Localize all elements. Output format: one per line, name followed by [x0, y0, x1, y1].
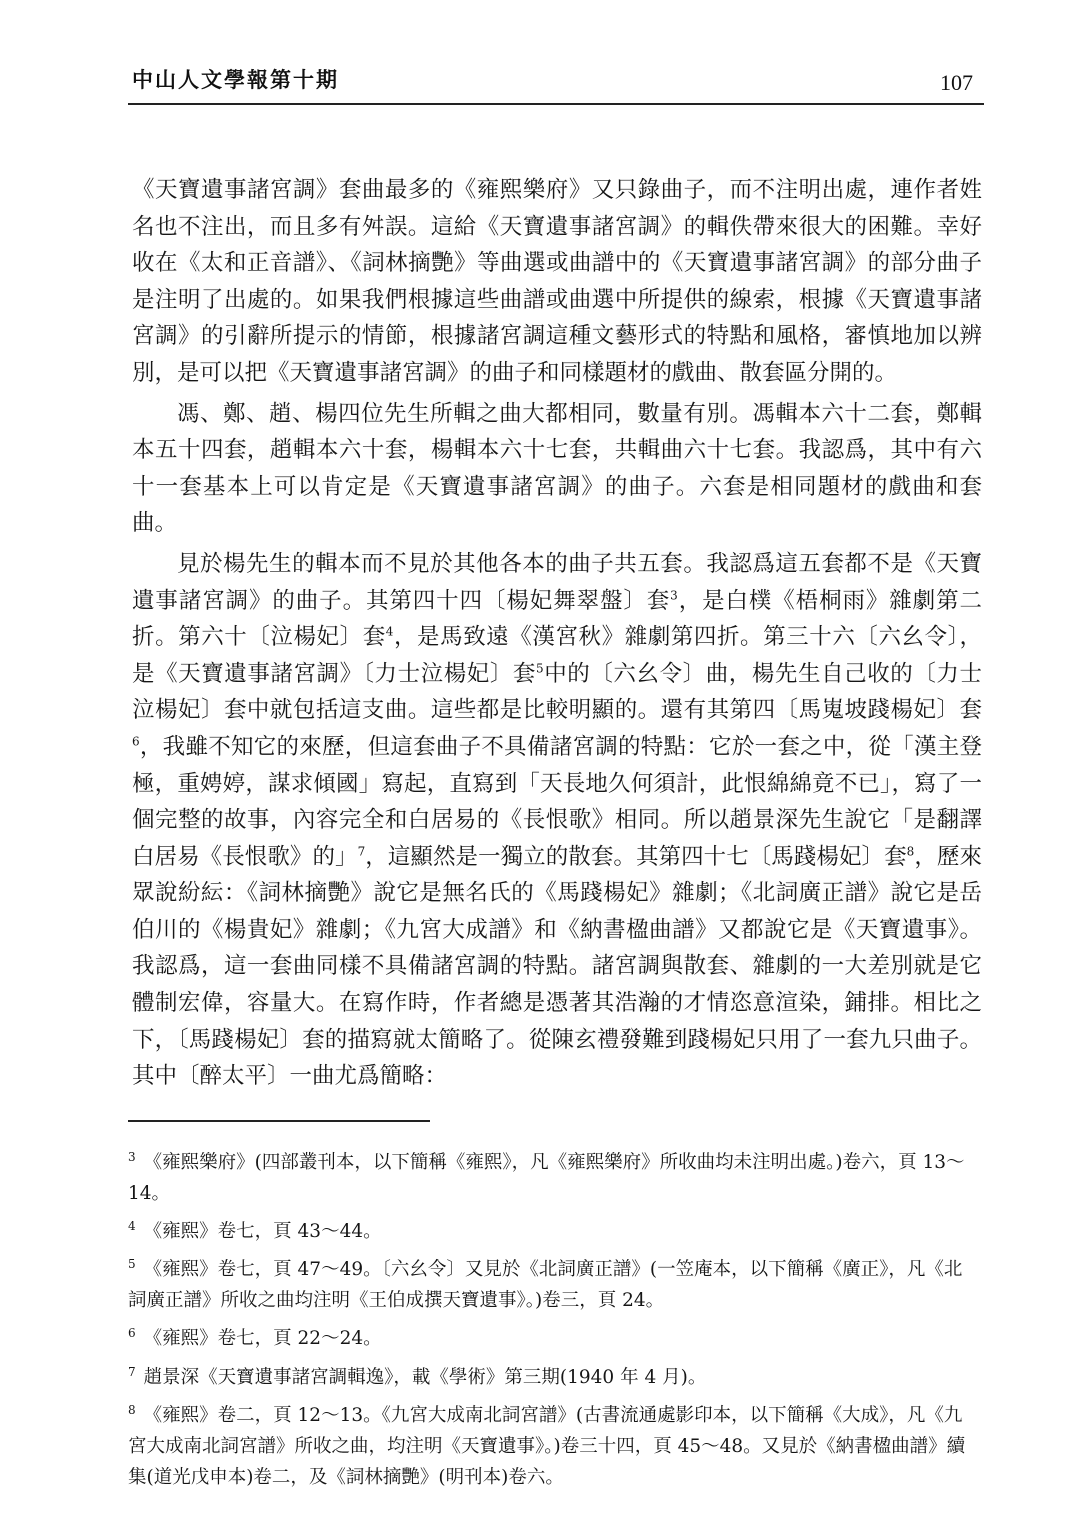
footnote-8	[128, 1395, 980, 1493]
footnote-ref-3: 3	[670, 588, 678, 603]
footnote-mark: 7	[128, 1364, 136, 1379]
footnote-mark: 3	[128, 1150, 136, 1164]
paragraph-3-text: 見於楊先生的輯本而不見於其他各本的曲子共五套。我認爲這五套都不是《天寶遺事諸宮調》的曲子。其第四十四〔楊妃舞翠盤〕套	[132, 550, 982, 614]
paragraph-2: 馮、鄭、趙、楊四位先生所輯之曲大都相同，數量有別。馮輯本六十二套，鄭輯本五十四套，趙輯本六十套，楊輯本六十七套，共輯曲六十七套。我認爲，其中有六十一套基本上可以肯定是《天寶遺事諸宮調》的曲子。六套是相同題材的戲曲和套曲。	[132, 400, 982, 537]
footnote-text: 《雍熙》卷七，頁 22～24。	[143, 1328, 382, 1350]
footnote-mark: 6	[128, 1326, 136, 1341]
paragraph-3-text: 中的〔六幺令〕曲，楊先生自己收的〔力士泣楊妃〕套中就包括這支曲。這些都是比較明顯的。還有其第四〔馬嵬坡踐楊妃〕套	[132, 660, 982, 724]
paragraph-3-text: ，歷來眾說紛紜：《詞林摘艷》說它是無名氏的《馬踐楊妃》雜劇；《北詞廣正譜》說它是岳伯川的《楊貴妃》雜劇；《九宮大成譜》和《納書楹曲譜》又都說它是《天寶遺事》。我認爲，這一套曲同樣不具備諸宮調的特點。諸宮調與散套、雜劇的一大差別就是它體制宏偉，容量大。在寫作時，作者總是憑著其浩瀚的才情恣意渲染，鋪排。相比之下，〔馬踐楊妃〕套的描寫就太簡略了。從陳玄禮發難到踐楊妃只用了一套九只曲子。其中〔醉太平〕一曲尤爲簡略：	[132, 843, 982, 1090]
header-rule	[128, 103, 984, 105]
paragraph-3-text: ，是馬致遠《漢宮秋》雜劇第四折。第三十六〔六幺令〕，是《天寶遺事諸宮調》〔力士泣楊妃〕套	[132, 624, 982, 687]
footnote-6	[128, 1318, 980, 1354]
running-head-journal-title: 中山人文學報第十期	[132, 68, 339, 92]
footnote-text: 《雍熙》卷七，頁 43～44。	[143, 1221, 382, 1243]
footnote-ref-5: 5	[536, 661, 544, 676]
footnote-ref-8: 8	[906, 844, 915, 859]
footnote-mark: 4	[128, 1219, 136, 1234]
footnotes	[128, 1142, 980, 1495]
footnote-7	[128, 1357, 980, 1393]
footnote-4	[128, 1211, 980, 1247]
paragraph-3	[132, 546, 982, 1095]
paragraph-1: 《天寶遺事諸宮調》套曲最多的《雍熙樂府》又只錄曲子，而不注明出處，連作者姓名也不注出，而且多有舛誤。這給《天寶遺事諸宮調》的輯佚帶來很大的困難。幸好收在《太和正音譜》、《詞林摘艷》等曲選或曲譜中的《天寶遺事諸宮調》的部分曲子是注明了出處的。如果我們根據這些曲譜或曲選中所提供的線索，根據《天寶遺事諸宮調》的引辭所提示的情節，根據諸宮調這種文藝形式的特點和風格，審慎地加以辨別，是可以把《天寶遺事諸宮調》的曲子和同樣題材的戲曲、散套區分開的。	[132, 177, 982, 386]
paragraph-3-text: ，這顯然是一獨立的散套。其第四十七〔馬踐楊妃〕套	[365, 843, 907, 870]
footnote-ref-6: 6	[132, 734, 140, 749]
footnote-text: 《雍熙》卷七，頁 47～49。〔六幺令〕又見於《北詞廣正譜》(一笠庵本，以下簡稱《廣正》，凡《北詞廣正譜》所收之曲均注明《王伯成撰天寶遺事》。)卷三，頁 24。	[128, 1259, 963, 1312]
footnote-separator	[128, 1120, 430, 1122]
body-text	[132, 172, 982, 1095]
footnote-text: 趙景深《天寶遺事諸宮調輯逸》，載《學術》第三期(1940 年 4 月)。	[143, 1366, 707, 1388]
footnote-text: 《雍熙樂府》(四部叢刊本，以下簡稱《雍熙》，凡《雍熙樂府》所收曲均未注明出處。)卷六，頁 13～14。	[128, 1152, 965, 1205]
footnote-mark: 8	[128, 1402, 136, 1417]
footnote-5	[128, 1249, 980, 1316]
page-number: 107	[940, 70, 973, 95]
footnote-text: 《雍熙》卷二，頁 12～13。《九宮大成南北詞宮譜》(古書流通處影印本，以下簡稱《大成》，凡《九宮大成南北詞宮譜》所收之曲，均注明《天寶遺事》。)卷三十四，頁 45～48。又見於《納書楹曲譜》續集(道光戊申本)卷二，及《詞林摘艷》(明刊本)卷六。	[128, 1404, 966, 1488]
paragraph-3-text: ，是白樸《梧桐雨》雜劇第二折。第六十〔泣楊妃〕套	[132, 587, 982, 651]
footnote-3	[128, 1142, 980, 1209]
paragraph-3-text: ，我雖不知它的來歷，但這套曲子不具備諸宮調的特點：它於一套之中，從「漢主登極，重娉婷，謀求傾國」寫起，直寫到「天長地久何須計，此恨綿綿竟不已」，寫了一個完整的故事，內容完全和白居易的《長恨歌》相同。所以趙景深先生說它「是翻譯白居易《長恨歌》的」	[132, 733, 982, 870]
footnote-ref-7: 7	[357, 844, 366, 859]
footnote-mark: 5	[128, 1257, 136, 1272]
footnote-ref-4: 4	[385, 624, 394, 639]
